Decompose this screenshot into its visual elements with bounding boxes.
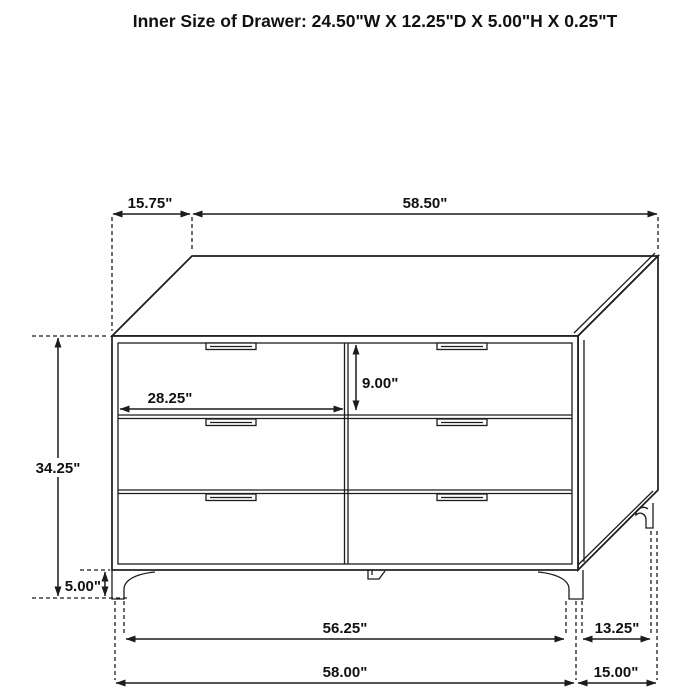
front-left-leg (112, 570, 155, 599)
drawer-handle (206, 494, 256, 501)
front-right-leg (538, 570, 583, 599)
dim-label-base-overall-width: 58.00" (322, 664, 368, 681)
dim-label-top-depth: 15.75" (127, 195, 173, 212)
dim-label-base-overall-depth: 15.00" (593, 664, 639, 681)
page-title: Inner Size of Drawer: 24.50"W X 12.25"D X 5.00"H X 0.25"T (132, 11, 618, 31)
drawer-handle (437, 343, 487, 350)
drawer-handle (437, 419, 487, 426)
center-support-foot (368, 570, 385, 579)
dim-label-leg-height: 5.00" (64, 578, 101, 595)
dresser (112, 253, 658, 599)
dim-label-base-depth-between-feet: 13.25" (594, 620, 640, 637)
leg-height-dimension-group (65, 570, 110, 596)
dresser-top-surface (112, 256, 658, 336)
dresser-front (112, 336, 578, 570)
dim-label-base-width-between-feet: 56.25" (322, 620, 368, 637)
dim-label-drawer-width: 28.25" (147, 390, 193, 407)
dim-label-top-width: 58.50" (402, 195, 448, 212)
drawer-handle (206, 419, 256, 426)
dim-label-overall-height: 34.25" (35, 460, 81, 477)
drawer-handle (437, 494, 487, 501)
dim-label-drawer-height: 9.00" (362, 375, 399, 392)
drawer-handle (206, 343, 256, 350)
